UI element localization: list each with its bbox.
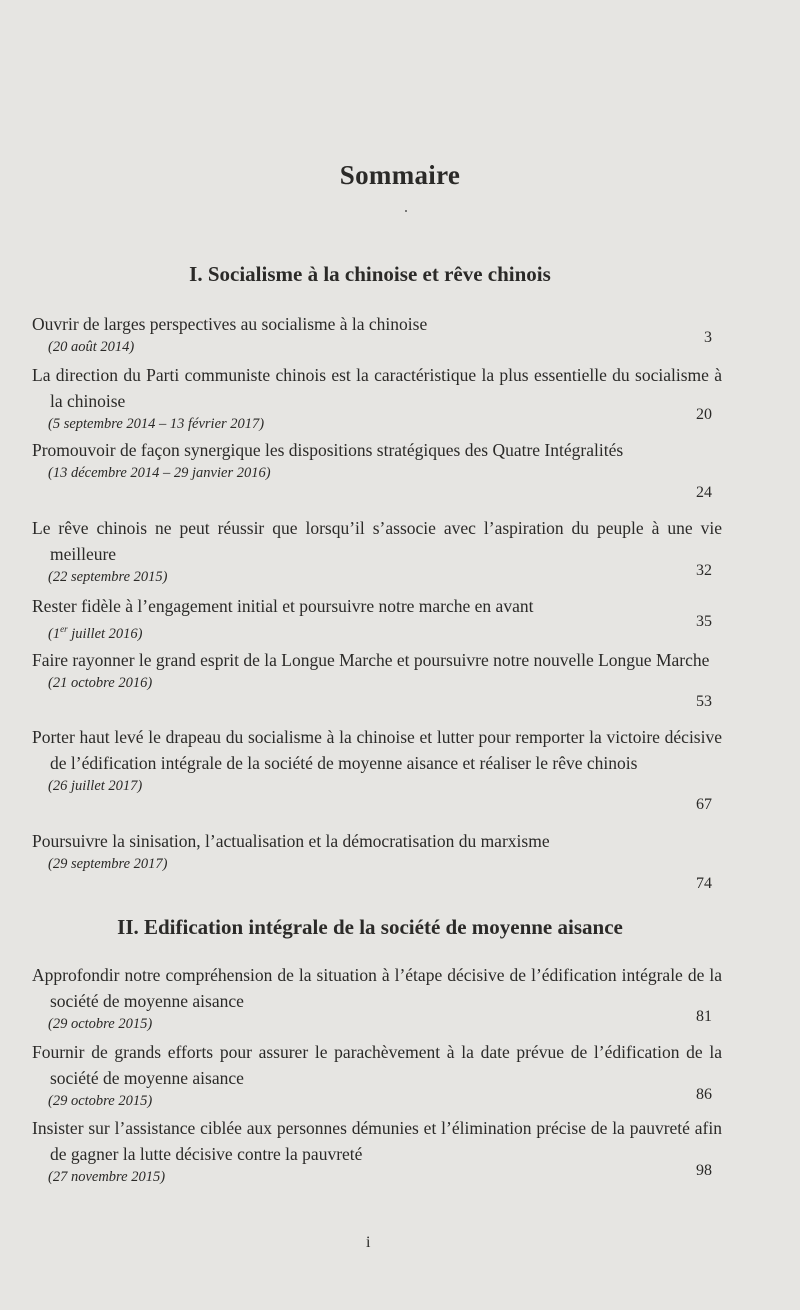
entry-title: Rester fidèle à l’engagement initial et poursuivre notre marche en avant [32, 596, 534, 616]
entry-page-number: 35 [696, 613, 712, 630]
page-number-footer: i [366, 1234, 371, 1251]
entry-date: (1er juillet 2016) [48, 624, 143, 642]
entry-date: (26 juillet 2017) [48, 778, 143, 794]
entry-page-number: 81 [696, 1008, 712, 1025]
entry-page-number: 74 [696, 875, 712, 892]
entry-date: (29 octobre 2015) [48, 1016, 153, 1032]
toc-entry[interactable] [32, 362, 722, 434]
entry-date: (13 décembre 2014 – 29 janvier 2016) [48, 465, 271, 481]
entry-title: Ouvrir de larges perspectives au socialisme à la chinoise [32, 314, 428, 334]
entry-page-number: 24 [696, 484, 712, 501]
entry-title: Insister sur l’assistance ciblée aux personnes démunies et l’élimination précise de la pauvreté afin de gagner la lutte décisive contre la pauvreté [32, 1118, 722, 1164]
entry-date: (22 septembre 2015) [48, 569, 168, 585]
entry-page-number: 3 [704, 329, 712, 346]
entry-title: Fournir de grands efforts pour assurer le parachèvement à la date prévue de l’édification de la société de moyenne aisance [32, 1042, 722, 1088]
entry-date: (29 septembre 2017) [48, 856, 168, 872]
entry-date: (29 octobre 2015) [48, 1093, 153, 1109]
entry-page-number: 32 [696, 562, 712, 579]
toc-entry[interactable] [32, 311, 722, 357]
toc-entry[interactable] [32, 828, 722, 892]
toc-entry[interactable] [32, 437, 722, 501]
entry-title: Poursuivre la sinisation, l’actualisation et la démocratisation du marxisme [32, 831, 550, 851]
toc-entry[interactable] [32, 515, 722, 587]
entry-date: (20 août 2014) [48, 339, 135, 355]
toc-entry[interactable] [32, 1115, 722, 1187]
toc-entry[interactable] [32, 593, 722, 644]
page-title: Sommaire [339, 160, 461, 190]
entry-page-number: 86 [696, 1086, 712, 1103]
section-2-title: II. Edification intégrale de la société de moyenne aisance [117, 915, 623, 939]
section-1-title: I. Socialisme à la chinoise et rêve chinois [189, 262, 551, 286]
entry-date: (21 octobre 2016) [48, 675, 153, 691]
entry-title: Porter haut levé le drapeau du socialisme à la chinoise et lutter pour remporter la victoire décisive de l’édification intégrale de la société de moyenne aisance et réaliser le rêve chinois [32, 727, 722, 773]
entry-title: Approfondir notre compréhension de la situation à l’étape décisive de l’édification intégrale de la société de moyenne aisance [32, 965, 722, 1011]
ink-dot [405, 210, 407, 212]
entry-page-number: 67 [696, 796, 712, 813]
entry-title: Promouvoir de façon synergique les dispositions stratégiques des Quatre Intégralités [32, 440, 624, 460]
entry-page-number: 98 [696, 1162, 712, 1179]
entry-date: (27 novembre 2015) [48, 1169, 166, 1185]
entry-page-number: 53 [696, 693, 712, 710]
entry-title: Le rêve chinois ne peut réussir que lorsqu’il s’associe avec l’aspiration du peuple à une vie meilleure [32, 518, 722, 564]
entry-date: (5 septembre 2014 – 13 février 2017) [48, 416, 265, 432]
toc-entry[interactable] [32, 647, 722, 710]
entry-page-number: 20 [696, 406, 712, 423]
toc-entry[interactable] [32, 962, 722, 1034]
toc-entry[interactable] [32, 724, 722, 813]
entry-title: La direction du Parti communiste chinois est la caractéristique la plus essentielle du socialisme à la chinoise [32, 365, 722, 411]
entry-title: Faire rayonner le grand esprit de la Longue Marche et poursuivre notre nouvelle Longue Marche [32, 650, 710, 670]
toc-entry[interactable] [32, 1039, 722, 1111]
